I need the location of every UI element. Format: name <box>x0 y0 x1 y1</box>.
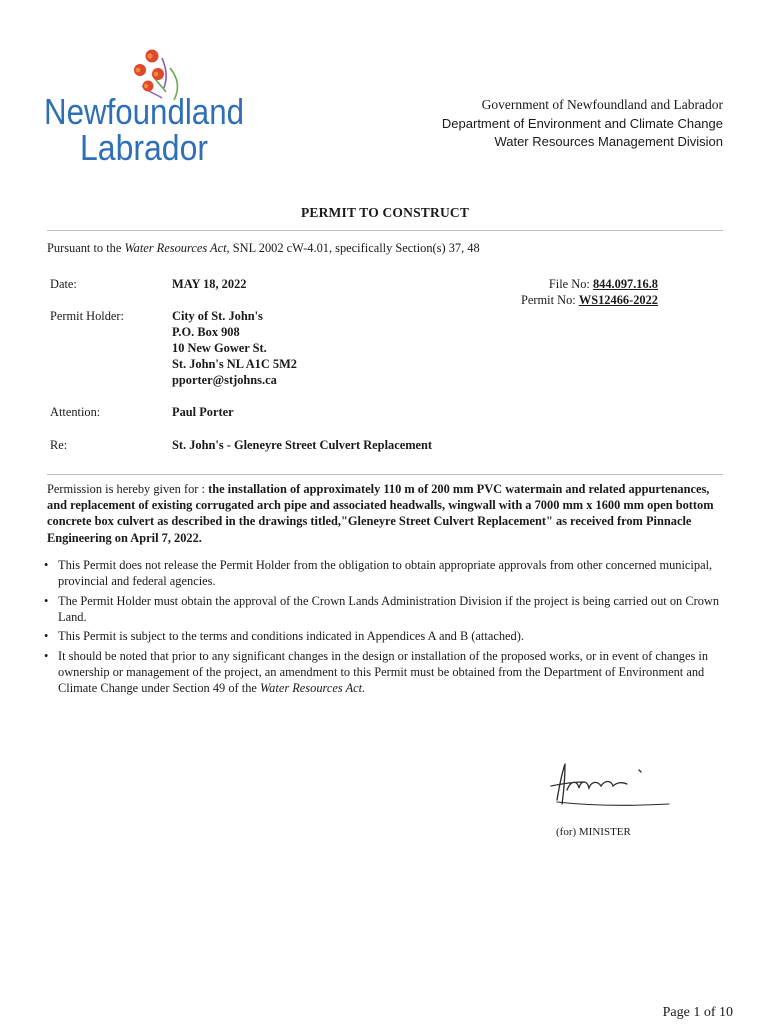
list-item <box>44 557 724 589</box>
holder-line: 10 New Gower St. <box>172 341 267 355</box>
date-value: MAY 18, 2022 <box>172 277 247 291</box>
holder-email: pporter@stjohns.ca <box>172 373 277 387</box>
permit-no-value: WS12466-2022 <box>578 293 658 307</box>
pursuant-prefix: Pursuant to the <box>47 241 125 255</box>
attention-value: Paul Porter <box>172 405 234 419</box>
pursuant-act: Water Resources Act <box>124 241 227 255</box>
permission-body: the installation of approximately 110 m of 200 mm PVC watermain and related appurtenances, and replacement of existing corrugated arch pipe and associated headwalls, wingwall with a 7000 mm x 1600 mm open bottom concrete box culvert as described in the drawings titled,"Gleneyre Street Culvert Replacement" as received from Pinnacle Engineering on April 7, 2022. <box>47 482 714 545</box>
list-item <box>44 648 724 696</box>
permit-holder-label: Permit Holder: <box>50 309 124 323</box>
holder-line: P.O. Box 908 <box>172 325 240 339</box>
bullet-marker: • <box>44 593 49 608</box>
title-divider <box>47 230 723 231</box>
date-label: Date: <box>50 277 77 291</box>
pursuant-suffix: , SNL 2002 cW-4.01, specifically Section(s) 37, 48 <box>226 241 480 255</box>
bullet-text: It should be noted that prior to any significant changes in the design or installation of the proposed works, or in event of changes in ownership or management of the project, an amendment to this Permit must be obtained from the Department of Environment and Climate Change under Section 49 of the <box>58 648 709 695</box>
bullet-text: The Permit Holder must obtain the approval of the Crown Lands Administration Division if the project is being carried out on Crown Land. <box>58 593 720 624</box>
document-title: PERMIT TO CONSTRUCT <box>300 205 470 220</box>
holder-line: City of St. John's <box>172 309 263 323</box>
pursuant-line <box>47 240 480 256</box>
file-no-label: File No: <box>548 277 593 291</box>
minister-signature <box>543 760 671 810</box>
holder-line: St. John's NL A1C 5M2 <box>172 357 297 371</box>
bullet-marker: • <box>44 629 49 643</box>
bullet-text: This Permit does not release the Permit Holder from the obligation to obtain appropriate approvals from other concerned municipal, provincial and federal agencies. <box>58 558 713 588</box>
header-department: Department of Environment and Climate Change <box>441 116 723 131</box>
bullet-marker: • <box>44 648 49 663</box>
file-no-value: 844.097.16.8 <box>592 277 658 291</box>
permission-prefix: Permission is hereby given for : <box>47 482 209 496</box>
newfoundland-labrador-logo <box>44 48 254 166</box>
reference-block <box>521 276 658 308</box>
permit-no-label: Permit No: <box>521 293 579 307</box>
bullet-marker: • <box>44 558 49 572</box>
bullet-act: Water Resources Act. <box>260 680 366 695</box>
re-value: St. John's - Gleneyre Street Culvert Replacement <box>172 438 433 452</box>
re-label: Re: <box>50 438 68 452</box>
signature-caption: (for) MINISTER <box>556 826 631 838</box>
logo-line1: Newfoundland <box>44 91 244 132</box>
header-division: Water Resources Management Division <box>494 134 723 149</box>
bullet-text: This Permit is subject to the terms and conditions indicated in Appendices A and B (attached). <box>58 629 524 643</box>
permit-holder-address <box>172 308 297 388</box>
conditions-list <box>44 557 724 699</box>
fields-divider <box>47 474 723 475</box>
attention-label: Attention: <box>50 405 101 419</box>
list-item <box>44 628 724 644</box>
logo-line2: Labrador <box>80 127 209 166</box>
permission-paragraph <box>47 481 725 546</box>
header-government: Government of Newfoundland and Labrador <box>481 97 723 112</box>
page-number: Page 1 of 10 <box>662 1005 733 1020</box>
list-item <box>44 593 724 625</box>
